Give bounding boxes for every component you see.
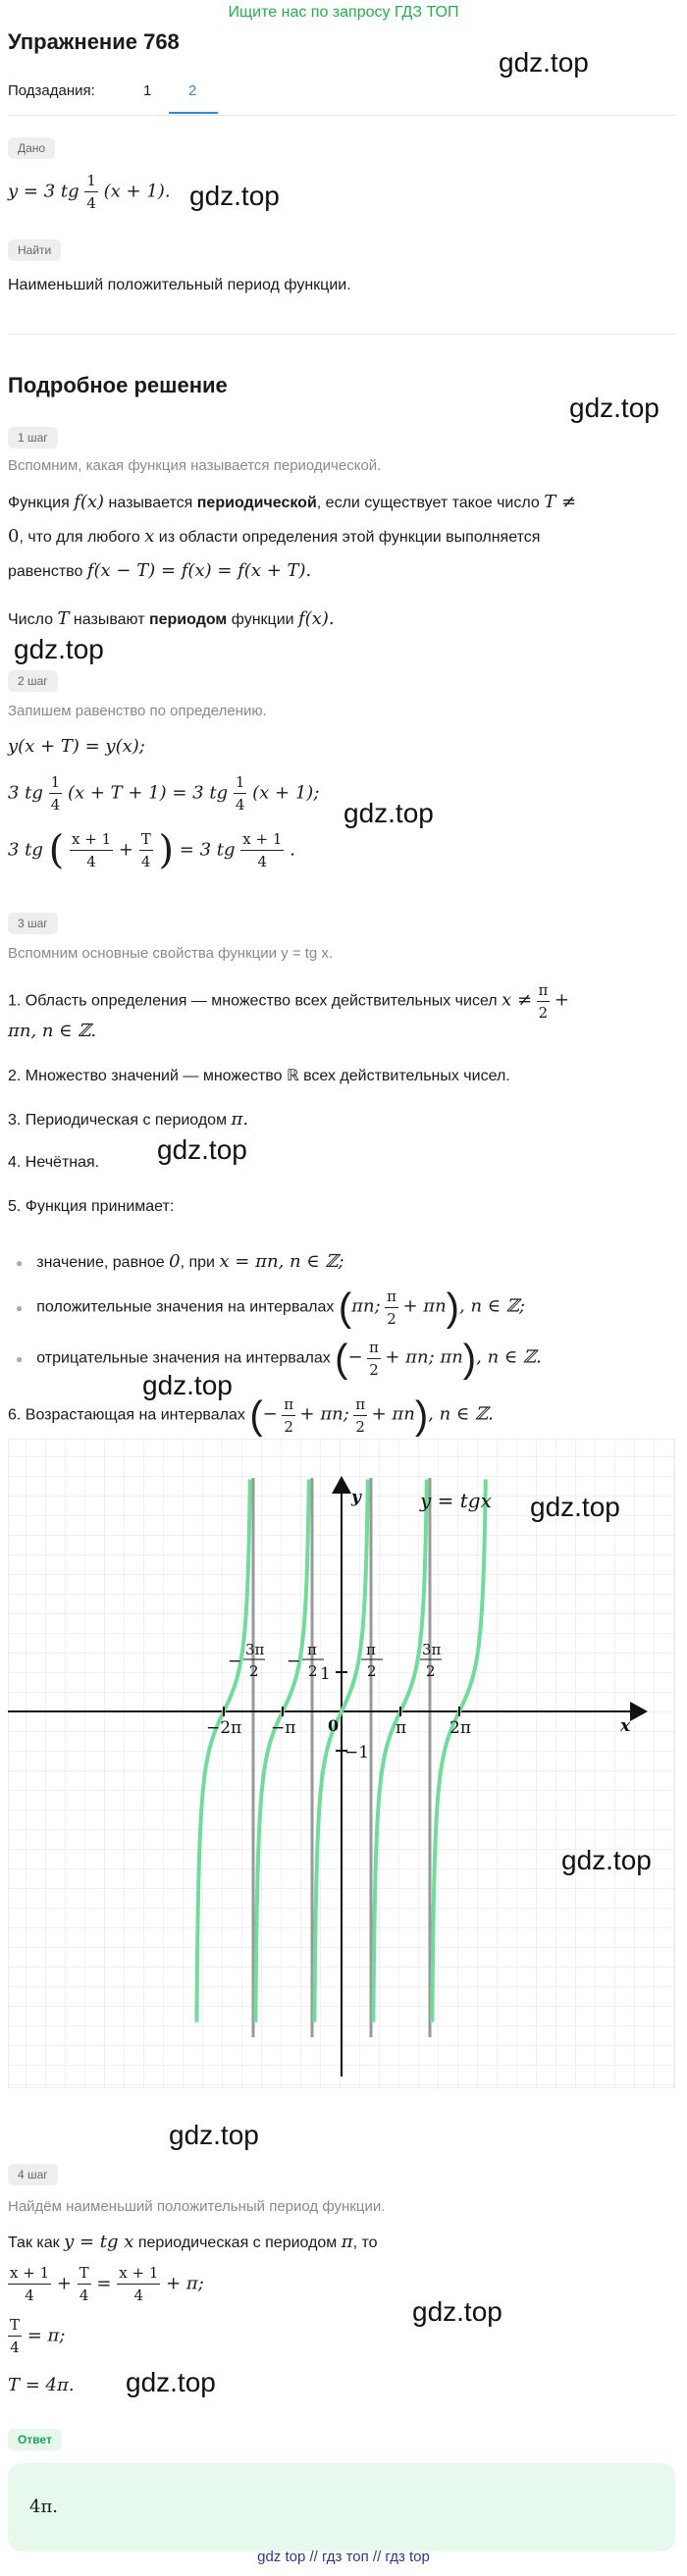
solution-title: Подробное решение [8,373,228,397]
watermark: gdz.top [189,181,280,211]
y-tick-1: 1 [320,1664,331,1684]
x-tick-fraction-den: 2 [426,1662,436,1680]
subtasks-label: Подзадания: [8,82,95,99]
search-banner[interactable]: Ищите нас по запросу ГДЗ ТОП [228,4,459,21]
step4-eq2: $\frac{T}{4}$ = π; [10,2316,66,2356]
watermark: gdz.top [344,798,434,828]
answer-box [8,2463,675,2551]
tangent-graph-svg [8,1439,675,2088]
section-divider [8,334,675,335]
watermark: gdz.top [14,634,104,664]
watermark: gdz.top [169,2120,259,2150]
step4-intro: Так как y = tg x периодическая с периодом π, то [8,2232,378,2252]
find-text: Наименьший положительный период функции. [8,277,351,293]
x-tick-fraction-num: π [366,1641,376,1658]
y-tick-minus-1: −1 [344,1743,370,1762]
tabs-divider [8,115,675,116]
x-tick-label: −π [271,1718,296,1738]
watermark: gdz.top [530,1492,620,1522]
tangent-graph [8,1439,675,2088]
tab-subtask-2[interactable]: 2 [188,82,197,99]
given-formula: y = 3 tg $\frac{1}{4}$ (x + 1). [8,172,171,212]
x-tick-fraction-num: π [307,1641,317,1658]
watermark: gdz.top [412,2296,502,2327]
x-tick-fraction-num: 3π [422,1641,442,1658]
property-5: 5. Функция принимает: [8,1198,175,1215]
answer-value: 4π. [29,2497,59,2517]
property-1: 1. Область определения — множество всех действительных чисел x ≠ $\frac{\pi}{2}$ + [8,981,569,1022]
x-tick-fraction-num: 3π [245,1641,265,1658]
watermark: gdz.top [561,1845,652,1875]
step3-badge: 3 шаг [8,913,58,934]
step2-badge: 2 шаг [8,670,58,692]
find-badge: Найти [8,239,61,261]
step4-eq1: $\frac{x + 1}{4}$ + $\frac{T}{4}$ = $\frac{x + 1}{4}$ + π; [10,2264,204,2304]
x-tick-fraction-den: 2 [367,1662,377,1680]
origin-label: 0 [328,1716,340,1735]
given-badge: Дано [8,137,55,159]
step2-hint: Запишем равенство по определению. [8,703,267,719]
list-item: ● значение, равное 0, при x = πn, n ∈ ℤ; [16,1251,344,1272]
y-axis-label: y [351,1488,361,1507]
list-item: ● отрицательные значения на интервалах (− $\frac{\pi}{2}$ + πn; πn), n ∈ ℤ. [16,1337,542,1381]
step2-eq3: 3 tg ( $\frac{x + 1}{4}$ + $\frac{T}{4}$ ) = 3 tg $\frac{x + 1}{4}$ . [8,827,295,873]
x-tick-label: 2π [449,1718,471,1738]
graph-formula: y = tgx [420,1489,492,1512]
x-tick-fraction-sign: − [287,1652,301,1671]
x-axis-label: x [620,1716,631,1736]
active-tab-indicator [169,112,218,114]
watermark: gdz.top [142,1370,233,1400]
step4-eq3: T = 4π. [8,2375,75,2395]
x-tick-fraction-den: 2 [249,1662,259,1680]
step2-eq1: y(x + T) = y(x); [8,736,145,757]
watermark: gdz.top [569,393,660,423]
tab-subtask-1[interactable]: 1 [143,82,152,99]
property-2: 2. Множество значений — множество ℝ всех действительных чисел. [8,1068,510,1084]
property-4: 4. Нечётная. [8,1154,100,1171]
step2-eq2: 3 tg $\frac{1}{4}$ (x + T + 1) = 3 tg $\frac{1}{4}$ (x + 1); [8,773,320,814]
property-6: 6. Возрастающая на интервалах (− $\frac{\pi}{2}$ + πn; $\frac{\pi}{2}$ + πn), n ∈ ℤ. [8,1393,494,1438]
step1-hint: Вспомним, какая функция называется периодической. [8,457,382,474]
watermark: gdz.top [126,2367,216,2397]
x-tick-label: −2π [206,1718,242,1738]
x-tick-label: π [396,1718,407,1738]
footer-links[interactable]: gdz top // гдз топ // гдз top [257,2549,430,2565]
watermark: gdz.top [499,47,589,78]
step4-badge: 4 шаг [8,2164,58,2185]
step1-period: Число T называют периодом функции f(x). [8,608,335,629]
property-3: 3. Периодическая с периодом π. [8,1109,249,1130]
watermark: gdz.top [157,1134,247,1165]
step4-hint: Найдём наименьший положительный период функции. [8,2198,386,2215]
step3-hint: Вспомним основные свойства функции y = tg x. [8,945,334,962]
list-item: ● положительные значения на интервалах (πn; $\frac{\pi}{2}$ + πn), n ∈ ℤ; [16,1286,526,1330]
step1-badge: 1 шаг [8,427,58,448]
answer-badge: Ответ [8,2429,62,2450]
property-1-cont: πn, n ∈ ℤ. [8,1021,97,1041]
page-title: Упражнение 768 [8,29,180,54]
step1-definition: Функция f(x) называется периодической, если существует такое число T ≠ 0, что для любого x из области определения этой функции выполняется равенство f(x − T) = f(x) = f(x + T). [8,492,577,581]
x-tick-fraction-den: 2 [308,1662,318,1680]
x-tick-fraction-sign: − [228,1652,242,1671]
